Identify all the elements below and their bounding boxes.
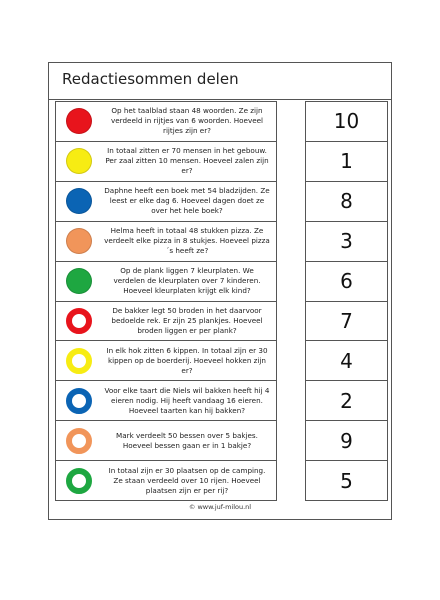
question-text: In elk hok zitten 6 kippen. In totaal zijn er 30 kippen op de boerderij. Hoeveel hokken zijn er?: [106, 345, 268, 375]
question-text: Helma heeft in totaal 48 stukken pizza. Ze verdeelt elke pizza in 8 stukjes. Hoeveel pizza´s heeft ze?: [104, 226, 270, 256]
question-text: Voor elke taart die Niels wil bakken heeft hij 4 eieren nodig. Hij heeft vandaag 16 eieren. Hoeveel taarten kan hij bakken?: [104, 385, 270, 415]
question-row: [56, 142, 276, 182]
answer-cell: 1: [306, 142, 387, 182]
question-row: [56, 421, 276, 461]
question-row: [56, 262, 276, 302]
question-row: [56, 222, 276, 262]
answer-cell: 6: [306, 262, 387, 302]
answer-cell: 8: [306, 182, 387, 222]
answer-cell: 10: [306, 102, 387, 142]
question-text: In totaal zitten er 70 mensen in het gebouw. Per zaal zitten 10 mensen. Hoeveel zalen zijn er?: [105, 146, 269, 176]
answer-cell: 2: [306, 381, 387, 421]
answer-cell: 4: [306, 341, 387, 381]
page-title: Redactiesommen delen: [62, 70, 239, 88]
answer-cell: 7: [306, 302, 387, 342]
color-dot-icon: [66, 148, 92, 174]
question-text: Op de plank liggen 7 kleurplaten. We verdelen de kleurplaten over 7 kinderen. Hoeveel kleurplaten krijgt elk kind?: [113, 266, 261, 296]
title-divider: [48, 99, 392, 100]
color-ring-icon: [66, 468, 92, 494]
question-row: [56, 302, 276, 342]
question-row: [56, 102, 276, 142]
copyright-footer: © www.juf-milou.nl: [188, 503, 252, 511]
color-dot-icon: [66, 228, 92, 254]
question-row: [56, 381, 276, 421]
answer-cell: 5: [340, 468, 353, 493]
question-text: Op het taalblad staan 48 woorden. Ze zijn verdeeld in rijtjes van 6 woorden. Hoeveel rijtjes zijn er?: [110, 106, 264, 136]
question-text: Mark verdeelt 50 bessen over 5 bakjes. Hoeveel bessen gaan er in 1 bakje?: [116, 430, 258, 450]
color-ring-icon: [66, 308, 92, 334]
color-dot-icon: [66, 108, 92, 134]
answers-table: [305, 101, 388, 501]
questions-table: [55, 101, 277, 501]
question-row: [56, 182, 276, 222]
color-dot-icon: [66, 188, 92, 214]
color-dot-icon: [66, 268, 92, 294]
answer-cell: 3: [306, 222, 387, 262]
color-ring-icon: [66, 428, 92, 454]
question-row: [56, 461, 276, 500]
question-text: De bakker legt 50 broden in het daarvoor bedoelde rek. Er zijn 25 plankjes. Hoeveel broden liggen er per plank?: [111, 305, 263, 335]
question-row: [56, 341, 276, 381]
question-text: Daphne heeft een boek met 54 bladzijden. Ze leest er elke dag 6. Hoeveel dagen doet ze over het hele boek?: [104, 186, 270, 216]
question-text: In totaal zijn er 30 plaatsen op de camping. Ze staan verdeeld over 10 rijen. Hoeveel plaatsen zijn er per rij?: [108, 465, 266, 495]
answer-cell: 9: [306, 421, 387, 461]
color-ring-icon: [66, 388, 92, 414]
color-ring-icon: [66, 348, 92, 374]
